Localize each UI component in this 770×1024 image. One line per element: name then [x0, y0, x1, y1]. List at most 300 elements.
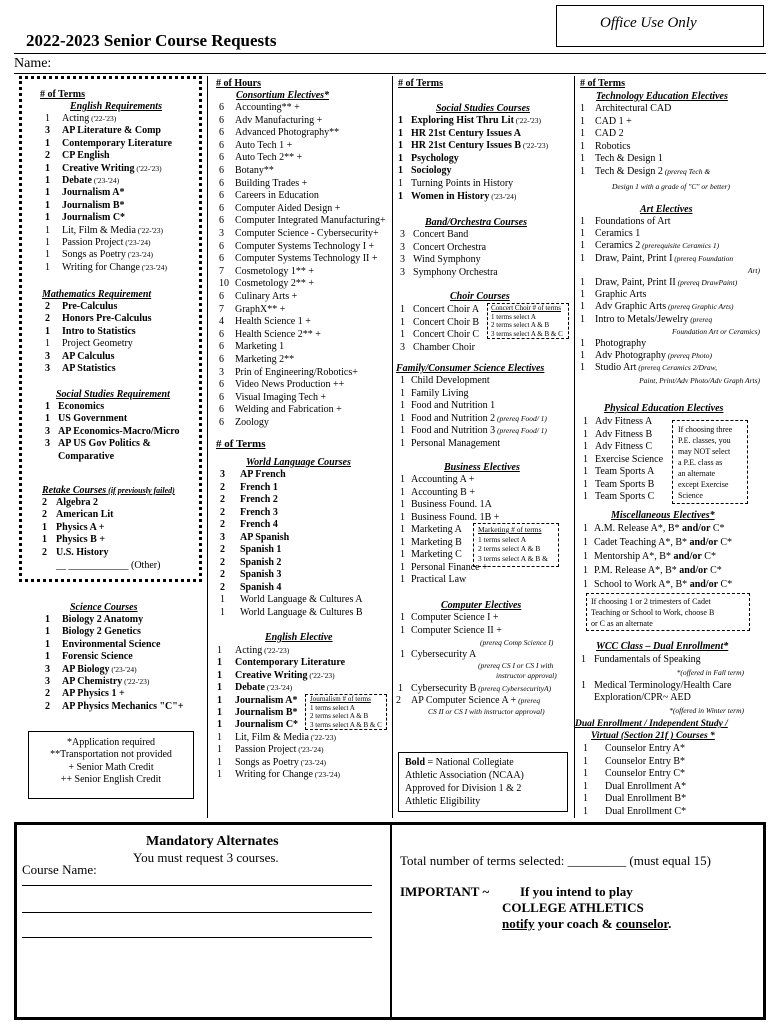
- cyber-b-count: 1: [398, 683, 403, 694]
- list-item: [240, 544, 281, 557]
- list-item: [605, 768, 685, 781]
- term-count: 1: [400, 624, 405, 636]
- office-use-label: Office Use Only: [600, 15, 697, 31]
- term-count: 6: [219, 404, 224, 416]
- art-note-cont: Art): [747, 265, 760, 275]
- term-count: 3: [219, 366, 224, 378]
- misc-title: Miscellaneous Electives*: [611, 510, 715, 521]
- terms-header: # of Terms: [40, 89, 85, 100]
- course-name: Acting: [235, 645, 263, 656]
- footnote: + Senior Math Credit: [68, 761, 154, 773]
- course-name: Counselor Entry C*: [605, 768, 685, 780]
- list-item: [605, 793, 686, 806]
- list-item: [595, 253, 733, 266]
- term-count: 2: [45, 150, 50, 162]
- term-count: 1: [217, 669, 222, 681]
- term-count: 6: [219, 328, 224, 340]
- list-item: [62, 301, 117, 314]
- notes-box: [28, 731, 194, 799]
- marketing-box-line: 1 terms select A: [478, 534, 527, 544]
- term-count: 2: [42, 497, 47, 508]
- list-item: [605, 806, 686, 819]
- term-count: 1: [581, 654, 586, 665]
- course-name: Spanish 3: [240, 569, 282, 580]
- term-count: 3: [45, 363, 50, 374]
- list-item: [595, 240, 719, 253]
- list-item: [235, 115, 322, 128]
- term-count: 2: [45, 301, 50, 312]
- term-count: 1: [45, 338, 50, 350]
- name-rule: [14, 73, 766, 74]
- term-count: 1: [400, 549, 405, 560]
- term-count: 6: [219, 114, 224, 126]
- course-name: Lit, Film & Media: [235, 731, 309, 743]
- term-count: 1: [45, 212, 50, 224]
- term-count: 1: [583, 579, 588, 590]
- course-name: AP Chemistry: [62, 676, 123, 687]
- list-item: [594, 565, 722, 578]
- marketing-box-line: Marketing # of terms: [478, 525, 542, 534]
- list-item: [62, 338, 133, 351]
- choir-title: Choir Courses: [450, 291, 510, 302]
- term-count: 1: [400, 561, 405, 573]
- term-count: 2: [220, 494, 225, 505]
- total-terms: Total number of terms selected: _________ (must equal 15): [400, 853, 712, 868]
- list-item: [595, 116, 632, 129]
- term-count: 1: [45, 638, 50, 650]
- list-item: [62, 664, 137, 677]
- course-name: AP Literature & Comp: [62, 125, 161, 137]
- list-item: [411, 487, 475, 500]
- list-item: [58, 451, 114, 464]
- tech-note: (prereq Tech &: [662, 167, 711, 176]
- list-item: [413, 254, 481, 267]
- course-note: ('22-'23): [135, 225, 163, 235]
- list-item: [62, 163, 162, 176]
- course-name: Intro to Metals/Jewelry: [595, 313, 689, 325]
- list-item: [594, 654, 701, 667]
- list-item: [595, 429, 652, 442]
- intend-text: If you intend to play: [520, 884, 633, 899]
- term-count: 2: [220, 481, 225, 493]
- term-count: 1: [398, 190, 403, 202]
- list-item: [411, 612, 499, 625]
- apcs-count: 2: [396, 695, 401, 706]
- course-name: Lit, Film & Media: [62, 224, 136, 236]
- term-count: 2: [42, 509, 47, 521]
- wcc-title: WCC Class – Dual Enrollment*: [596, 641, 729, 652]
- course-note: (prereq Photo): [665, 351, 712, 361]
- course-name: Personal Finance +: [411, 561, 488, 573]
- term-count: 1: [583, 453, 588, 465]
- course-name: Symphony Orchestra: [413, 266, 498, 278]
- course-name: Photography: [595, 338, 647, 349]
- list-item: [595, 491, 654, 504]
- course-name: Team Sports A: [595, 466, 655, 477]
- course-name: Child Development: [411, 375, 490, 386]
- term-count: 1: [45, 199, 50, 211]
- list-item: [235, 127, 339, 140]
- course-name: Economics: [58, 401, 105, 412]
- course-name: Team Sports B: [595, 478, 655, 490]
- list-item: [56, 522, 105, 535]
- list-item: [235, 215, 386, 228]
- course-name: Tech & Design 1: [595, 153, 663, 165]
- list-item: [62, 237, 150, 250]
- term-count: 1: [580, 115, 585, 127]
- alternate-line-2[interactable]: [22, 912, 372, 913]
- course-name: Adv Photography: [595, 350, 666, 362]
- journalism-box-line: 1 terms select A: [310, 703, 355, 712]
- list-item: [62, 676, 149, 689]
- list-item: [411, 625, 502, 638]
- course-name: Biology 2 Anatomy: [62, 614, 144, 625]
- wcc-note: *(offered in Fall term): [676, 667, 744, 677]
- list-item: [235, 682, 292, 695]
- course-name: Sociology: [411, 165, 452, 177]
- retake-label: Retake Courses: [42, 485, 107, 496]
- and-or: and/or: [682, 523, 711, 534]
- course-name: Songs as Poetry: [62, 249, 126, 261]
- list-item: [58, 426, 180, 439]
- course-name: AP Spanish: [240, 531, 290, 543]
- term-count: 1: [45, 614, 50, 625]
- course-note: ('23-'24): [489, 191, 517, 201]
- course-name: Personal Management: [411, 437, 501, 449]
- course-note: ('23-'24): [123, 238, 151, 247]
- list-item: [595, 216, 671, 229]
- terms-header-4: # of Terms: [580, 78, 625, 89]
- list-item: [62, 651, 133, 664]
- term-count: 1: [400, 524, 405, 535]
- list-item: [235, 657, 345, 670]
- list-item: [62, 626, 141, 639]
- course-name: Zoology: [235, 417, 269, 428]
- list-item: [594, 537, 732, 550]
- list-item: [594, 579, 732, 592]
- term-count: 3: [219, 228, 224, 239]
- comp-note-5: CS II or CS I with instructor approval): [428, 707, 545, 716]
- course-name: Medical Terminology/Health Care: [594, 679, 732, 691]
- list-item: [235, 719, 298, 732]
- course-name: School to Work A*, B*: [594, 579, 690, 590]
- term-count: 3: [220, 469, 225, 480]
- term-count: 1: [580, 338, 585, 349]
- course-name-label: Course Name:: [22, 862, 97, 877]
- term-count: 1: [217, 657, 222, 669]
- term-count: 1: [45, 325, 50, 337]
- list-item: [235, 241, 374, 254]
- list-item: [411, 388, 469, 401]
- course-name: US Government: [58, 413, 128, 425]
- term-count: 2: [220, 556, 225, 568]
- retake-note: (if previously failed): [106, 486, 175, 495]
- list-item: [595, 301, 734, 314]
- list-item: [62, 187, 125, 200]
- course-note: (prereq DrawPaint): [675, 278, 738, 287]
- list-item: [240, 569, 281, 582]
- course-name: Honors Pre-Calculus: [62, 313, 152, 325]
- list-item: [413, 267, 498, 280]
- course-note: ('23-'24): [296, 745, 324, 755]
- course-name: U.S. History: [56, 546, 109, 558]
- comp-note-2: (prereq CS I or CS I with: [478, 661, 554, 670]
- course-name: AP Calculus: [62, 350, 115, 362]
- course-name: P.M. Release A*, B*: [594, 565, 680, 576]
- term-count: 2: [220, 544, 225, 555]
- ncaa-line: Approved for Division 1 & 2: [405, 783, 522, 794]
- choir-box-line: 3 terms select A & B & C: [491, 329, 563, 338]
- name-label: Name:: [14, 56, 52, 71]
- and-or: and/or: [689, 579, 719, 590]
- list-item: [595, 228, 640, 241]
- course-name: Concert Band: [413, 229, 469, 240]
- term-count: 1: [220, 594, 225, 605]
- term-count: 1: [220, 606, 225, 618]
- course-name: Fundamentals of Speaking: [594, 654, 701, 665]
- term-count: 1: [581, 679, 586, 691]
- pe-title: Physical Education Electives: [604, 403, 724, 414]
- important-label: IMPORTANT ~: [400, 884, 490, 899]
- course-note: (prereq Ceramics 2/Draw,: [636, 363, 717, 373]
- course-name: Cosmetology 1** +: [235, 265, 314, 277]
- apcs-label: AP Computer Science A +: [411, 695, 517, 706]
- list-item: [235, 190, 319, 203]
- course-name: Business Found. 1B +: [411, 511, 500, 523]
- course-name: Graphic Arts: [595, 289, 647, 301]
- course-note: ('23-'24): [92, 176, 120, 185]
- term-count: 1: [217, 744, 222, 756]
- list-item: [594, 523, 725, 536]
- term-count: 2: [45, 313, 50, 325]
- list-item: [62, 326, 136, 339]
- term-count: 1: [400, 437, 405, 449]
- term-count: 1: [580, 240, 585, 252]
- list-item: [235, 266, 314, 279]
- course-name: Computer Aided Design +: [235, 202, 341, 214]
- tech-note-2: Design 1 with a grade of "C" or better): [612, 182, 730, 191]
- course-name: Forensic Science: [62, 651, 133, 663]
- list-item: [605, 743, 685, 756]
- term-count: 10: [219, 278, 229, 290]
- term-count: 1: [583, 551, 588, 562]
- cyber-b-label: Cybersecurity B: [411, 683, 477, 694]
- notify-text: notify your coach & counselor.: [502, 916, 672, 931]
- term-count: 1: [398, 165, 403, 177]
- term-count: 6: [219, 240, 224, 252]
- course-name: Project Geometry: [62, 338, 133, 350]
- term-count: 1: [580, 277, 585, 288]
- term-count: 1: [583, 466, 588, 477]
- science-title: Science Courses: [70, 602, 138, 613]
- course-name: Family Living: [411, 387, 469, 399]
- list-item: [235, 707, 298, 720]
- list-item: [411, 474, 474, 487]
- footer-divider: [390, 824, 392, 1018]
- list-item: [235, 253, 378, 266]
- list-item: [595, 441, 652, 454]
- art-note-cont: Paint, Print/Adv Photo/Adv Graph Arts): [639, 375, 760, 385]
- list-item: [413, 229, 468, 242]
- term-count: 1: [580, 140, 585, 152]
- course-name: Practical Law: [411, 574, 467, 585]
- list-item: [411, 425, 547, 438]
- course-name: AP US Gov Politics &: [58, 438, 151, 450]
- english-elective-title: English Elective: [265, 632, 333, 643]
- term-count: 1: [400, 329, 405, 341]
- list-item: [235, 228, 379, 241]
- marketing-box-line: 2 terms select A & B: [478, 544, 541, 553]
- course-name: Concert Orchestra: [413, 241, 487, 253]
- course-note: (prereq Foundation: [672, 253, 734, 263]
- list-item: [594, 680, 731, 693]
- term-count: 1: [398, 152, 403, 164]
- term-count: 1: [45, 249, 50, 261]
- list-item: [235, 152, 302, 165]
- term-count: 6: [219, 102, 224, 113]
- course-name: Counselor Entry B*: [605, 755, 685, 767]
- course-name: Ceramics 2: [595, 240, 641, 252]
- term-count: 2: [45, 688, 50, 700]
- course-suffix: C*: [717, 537, 733, 548]
- list-item: [62, 351, 115, 364]
- term-count: 1: [580, 153, 585, 165]
- course-name: Physics A +: [56, 521, 105, 533]
- course-name: Computer Science - Cybersecurity+: [235, 228, 379, 239]
- pe-box-line: may NOT select: [678, 447, 731, 456]
- term-count: 1: [398, 178, 403, 189]
- term-count: 6: [219, 354, 224, 365]
- ncaa-line: Bold = National Collegiate: [405, 757, 514, 768]
- course-name: Studio Art: [595, 362, 637, 374]
- course-name: CAD 1 +: [595, 115, 632, 127]
- list-item: [235, 341, 284, 354]
- list-item: [62, 125, 161, 138]
- list-item: [240, 582, 281, 595]
- list-item: [62, 639, 160, 652]
- course-name: Accounting A +: [411, 474, 475, 485]
- misc-box-line: If choosing 1 or 2 trimesters of Cadet: [591, 597, 711, 606]
- english-requirements-title: English Requirements: [70, 101, 162, 112]
- list-item: [605, 781, 686, 794]
- term-count: 1: [45, 413, 50, 425]
- list-item: [595, 166, 710, 179]
- course-suffix: C*: [701, 551, 716, 562]
- term-count: 2: [42, 546, 47, 558]
- course-name: Writing for Change: [62, 261, 140, 273]
- list-item: [411, 165, 452, 178]
- list-item: [413, 329, 479, 342]
- term-count: 2: [220, 506, 225, 518]
- family-title: Family/Consumer Science Electives: [396, 363, 545, 374]
- term-count: 1: [45, 237, 50, 248]
- term-count: 1: [583, 478, 588, 490]
- list-item: [62, 212, 125, 225]
- term-count: 1: [400, 400, 405, 411]
- journalism-box-line: 3 terms select A & B & C: [310, 720, 382, 729]
- course-name: Algebra 2: [56, 497, 98, 508]
- term-count: 3: [220, 531, 225, 543]
- pe-box-line: P.E. classes, you: [678, 436, 731, 445]
- list-item: [235, 140, 292, 153]
- term-count: 2: [220, 581, 225, 593]
- course-name: Auto Tech 1 +: [235, 139, 293, 151]
- list-item: [595, 103, 671, 116]
- term-count: 1: [583, 537, 588, 548]
- list-item: [413, 242, 486, 255]
- list-item: [62, 688, 125, 701]
- term-count: 3: [400, 341, 405, 353]
- list-item: [411, 499, 492, 512]
- course-name: Food and Nutrition 3: [411, 425, 496, 436]
- alternate-line-1[interactable]: [22, 885, 372, 886]
- col-divider-2: [392, 76, 393, 818]
- page-title: 2022-2023 Senior Course Requests: [26, 31, 277, 50]
- list-item: [62, 175, 119, 188]
- and-or: and/or: [689, 537, 718, 548]
- term-count: 1: [583, 743, 588, 754]
- term-count: 1: [583, 793, 588, 805]
- course-name: Adv Manufacturing +: [235, 114, 323, 126]
- list-item: [411, 178, 513, 191]
- term-count: 1: [400, 499, 405, 510]
- course-name: Spanish 2: [240, 556, 282, 568]
- course-name: HR 21st Century Issues A: [411, 127, 522, 139]
- term-count: 1: [217, 682, 222, 694]
- course-name: Health Science 2** +: [235, 328, 321, 340]
- course-name: American Lit: [56, 509, 114, 521]
- list-item: [240, 494, 278, 507]
- list-item: [62, 249, 153, 262]
- term-count: 1: [583, 768, 588, 780]
- list-item: [595, 350, 712, 363]
- course-name: Spanish 4: [240, 581, 282, 593]
- list-item: [235, 291, 297, 304]
- apcs-prereq: (prereq: [516, 696, 541, 705]
- course-name: Exploring Hist Thru Lit: [411, 115, 514, 126]
- term-count: 6: [219, 139, 224, 151]
- course-name: Cosmetology 2** +: [235, 278, 314, 290]
- course-name: Comparative: [58, 450, 115, 462]
- term-count: 1: [580, 228, 585, 240]
- list-item: [62, 150, 110, 163]
- course-name: Journalism A*: [62, 187, 125, 199]
- course-name: Marketing 1: [235, 341, 285, 353]
- band-title: Band/Orchestra Courses: [425, 217, 527, 228]
- course-name: Computer Systems Technology I +: [235, 240, 375, 252]
- list-item: [235, 769, 340, 782]
- term-count: 6: [219, 417, 224, 428]
- term-count: 1: [580, 362, 585, 374]
- term-count: 1: [217, 769, 222, 780]
- course-name: Food and Nutrition 1: [411, 400, 496, 411]
- course-name: Botany**: [235, 165, 274, 176]
- misc-box-line: or C as an alternate: [591, 619, 653, 628]
- list-item: [411, 549, 462, 562]
- alternate-line-3[interactable]: [22, 937, 372, 938]
- course-note: ('23-'24): [265, 683, 293, 693]
- term-count: 6: [219, 190, 224, 202]
- course-name: Draw, Paint, Print II: [595, 277, 676, 288]
- list-item: [240, 519, 278, 532]
- course-note: (prereq Graphic Arts): [666, 302, 734, 312]
- list-item: [595, 128, 624, 141]
- course-name: Auto Tech 2** +: [235, 152, 303, 164]
- course-name: Creative Writing: [235, 669, 308, 681]
- course-note: (prereq Food/ 1): [495, 426, 547, 435]
- dual-title-1: Dual Enrollment / Independent Study /: [575, 719, 728, 729]
- dual-title-2: Virtual (Section 21f ) Courses *: [591, 731, 715, 741]
